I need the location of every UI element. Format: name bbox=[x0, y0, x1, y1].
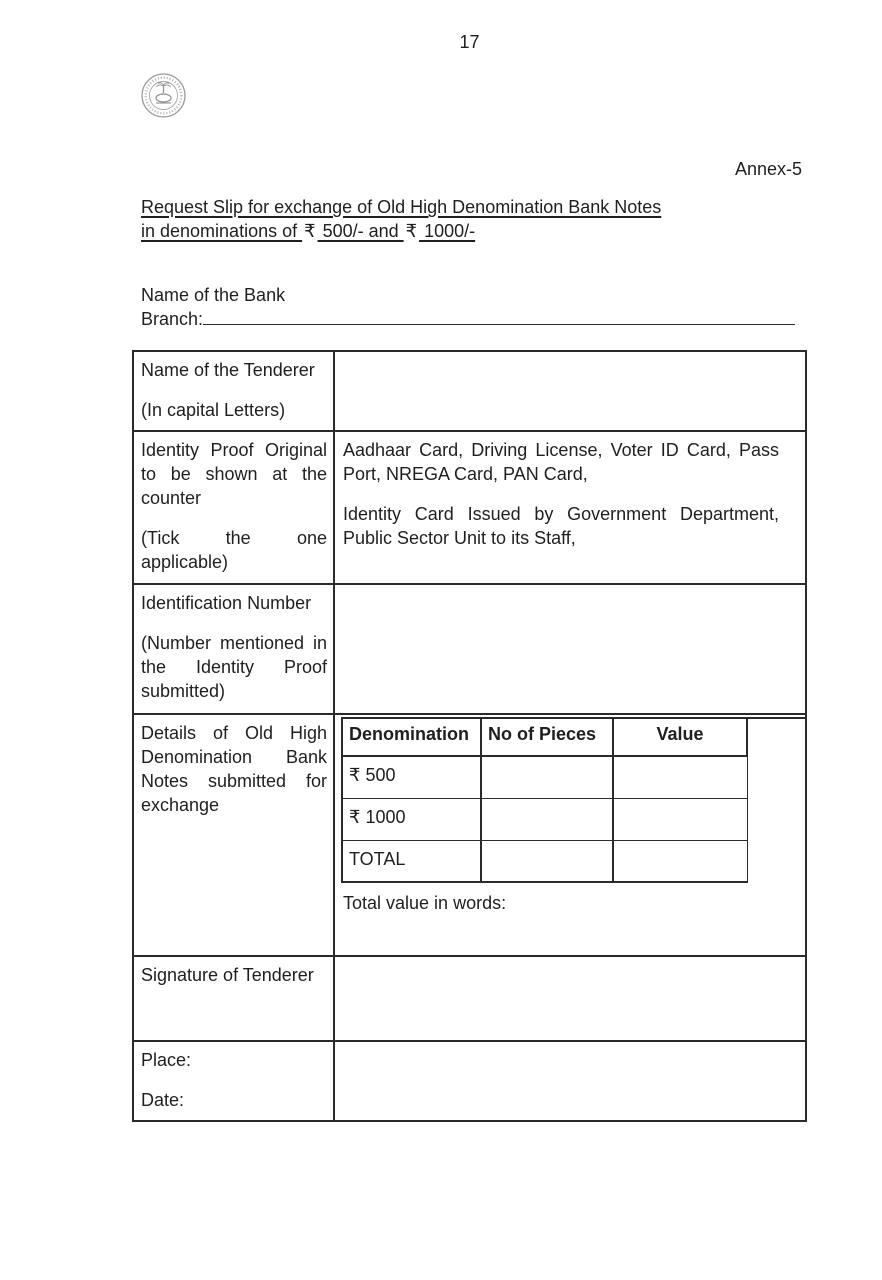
annex-label: Annex-5 bbox=[734, 159, 802, 179]
total-value-in-words-label: Total value in words: bbox=[343, 893, 507, 913]
tenderer-name-input-cell bbox=[335, 352, 805, 432]
tenderer-name-label: Name of the Tenderer bbox=[141, 360, 315, 380]
branch-label: Branch: bbox=[141, 309, 204, 329]
identity-proof-options-cell bbox=[335, 432, 805, 585]
rupee-icon: ₹ bbox=[405, 221, 418, 241]
pieces-1000-cell bbox=[481, 798, 613, 840]
value-1000-cell bbox=[613, 798, 747, 840]
total-label-cell: TOTAL bbox=[342, 840, 481, 882]
pieces-header: No of Pieces bbox=[481, 718, 613, 756]
title-line-1: Request Slip for exchange of Old High Denomination Bank Notes bbox=[141, 197, 662, 217]
tenderer-name-note: (In capital Letters) bbox=[141, 400, 286, 420]
request-slip-table bbox=[132, 350, 807, 1122]
denomination-1000-cell: ₹ 1000 bbox=[342, 798, 481, 840]
identification-number-input-cell bbox=[335, 585, 805, 715]
tenderer-name-label-cell bbox=[134, 352, 335, 432]
value-header: Value bbox=[613, 718, 747, 756]
place-label: Place: bbox=[141, 1050, 192, 1070]
rupee-icon: ₹ bbox=[304, 221, 316, 241]
table-row bbox=[342, 840, 747, 882]
pieces-500-cell bbox=[481, 756, 613, 798]
details-label: Details of Old High Denomination Bank Notes submitted for exchange bbox=[141, 723, 327, 815]
total-pieces-cell bbox=[481, 840, 613, 882]
place-date-input-cell bbox=[335, 1042, 805, 1120]
identification-number-label-cell bbox=[134, 585, 335, 715]
table-row bbox=[342, 756, 747, 798]
document-title bbox=[141, 195, 661, 243]
total-value-cell bbox=[613, 840, 747, 882]
branch-line bbox=[141, 307, 795, 331]
table-row bbox=[342, 798, 747, 840]
identity-proof-options-2: Identity Card Issued by Government Department, Public Sector Unit to its Staff, bbox=[343, 504, 779, 548]
bank-name-label: Name of the Bank bbox=[141, 285, 286, 305]
denomination-header: Denomination bbox=[342, 718, 481, 756]
signature-label-cell bbox=[134, 957, 335, 1042]
table-extension-line bbox=[746, 717, 805, 719]
identity-proof-tick-note: (Tick the one applicable) bbox=[141, 528, 327, 572]
identification-number-label: Identification Number bbox=[141, 593, 312, 613]
bank-branch-block bbox=[141, 283, 795, 331]
page-number: 17 bbox=[459, 32, 480, 52]
signature-label: Signature of Tenderer bbox=[141, 965, 314, 985]
place-date-label-cell bbox=[134, 1042, 335, 1120]
identification-number-note: (Number mentioned in the Identity Proof submitted) bbox=[141, 633, 327, 701]
identity-proof-label: Identity Proof Original to be shown at the counter bbox=[141, 440, 327, 508]
date-label: Date: bbox=[141, 1090, 185, 1110]
value-500-cell bbox=[613, 756, 747, 798]
signature-input-cell bbox=[335, 957, 805, 1042]
rbi-seal-icon bbox=[140, 72, 187, 119]
details-label-cell bbox=[134, 715, 335, 957]
details-table-cell bbox=[335, 715, 805, 957]
identity-proof-label-cell bbox=[134, 432, 335, 585]
denomination-table bbox=[341, 717, 748, 883]
denomination-500-cell: ₹ 500 bbox=[342, 756, 481, 798]
identity-proof-options-1: Aadhaar Card, Driving License, Voter ID Card, Pass Port, NREGA Card, PAN Card, bbox=[343, 440, 779, 484]
branch-fill-line bbox=[203, 311, 795, 325]
title-line-2: in denominations of ₹ 500/- and ₹ 1000/- bbox=[141, 221, 476, 241]
